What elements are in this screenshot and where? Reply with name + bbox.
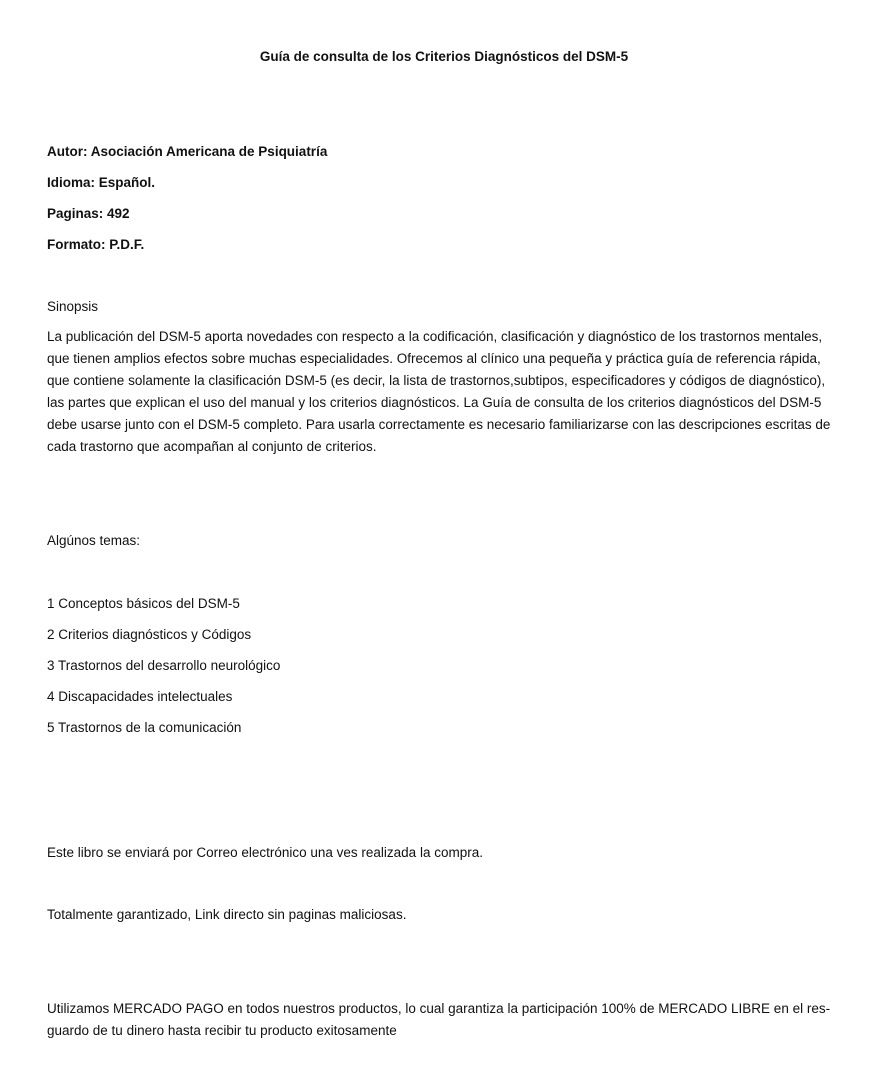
payment-line: Utilizamos MERCADO PAGO en todos nuestros productos, lo cual garantiza la participación 100% de MERCADO LIBRE en el res-	[47, 1001, 831, 1016]
meta-author: Autor: Asociación Americana de Psiquiatría	[47, 144, 328, 159]
synopsis-line: cada trastorno que acompañan al conjunto de criterios.	[47, 439, 377, 454]
topic-item: 5 Trastornos de la comunicación	[47, 720, 242, 735]
synopsis-line: las partes que explican el uso del manual y los criterios diagnósticos. La Guía de consulta de los criterios diagnósticos del DSM-5	[47, 395, 822, 410]
synopsis-paragraph	[47, 326, 857, 458]
meta-pages: Paginas: 492	[47, 206, 130, 221]
topic-item: 2 Criterios diagnósticos y Códigos	[47, 627, 252, 642]
topic-item: 1 Conceptos básicos del DSM-5	[47, 596, 240, 611]
synopsis-heading: Sinopsis	[47, 299, 99, 314]
synopsis-line: que tienen amplios efectos sobre muchas especialidades. Ofrecemos al clínico una pequeña y práctica guía de referencia rápida,	[47, 351, 821, 366]
document-title: Guía de consulta de los Criterios Diagnósticos del DSM-5	[259, 49, 629, 64]
topics-heading: Algúnos temas:	[47, 533, 141, 548]
meta-format: Formato: P.D.F.	[47, 237, 145, 252]
meta-language: Idioma: Español.	[47, 175, 156, 190]
topic-item: 4 Discapacidades intelectuales	[47, 689, 233, 704]
synopsis-line: que contiene solamente la clasificación DSM-5 (es decir, la lista de trastornos,subtipos, especificadores y códigos de diagnóstico),	[47, 373, 826, 388]
payment-paragraph	[47, 998, 857, 1042]
synopsis-line: La publicación del DSM-5 aporta novedades con respecto a la codificación, clasificación y diagnóstico de los trastornos mentales,	[47, 329, 823, 344]
synopsis-line: debe usarse junto con el DSM-5 completo. Para usarla correctamente es necesario familiarizarse con las descripciones escritas de	[47, 417, 831, 432]
topic-item: 3 Trastornos del desarrollo neurológico	[47, 658, 281, 673]
delivery-note: Este libro se enviará por Correo electrónico una ves realizada la compra.	[47, 845, 483, 860]
payment-line: guardo de tu dinero hasta recibir tu producto exitosamente	[47, 1023, 397, 1038]
guarantee-note: Totalmente garantizado, Link directo sin paginas maliciosas.	[47, 907, 407, 922]
